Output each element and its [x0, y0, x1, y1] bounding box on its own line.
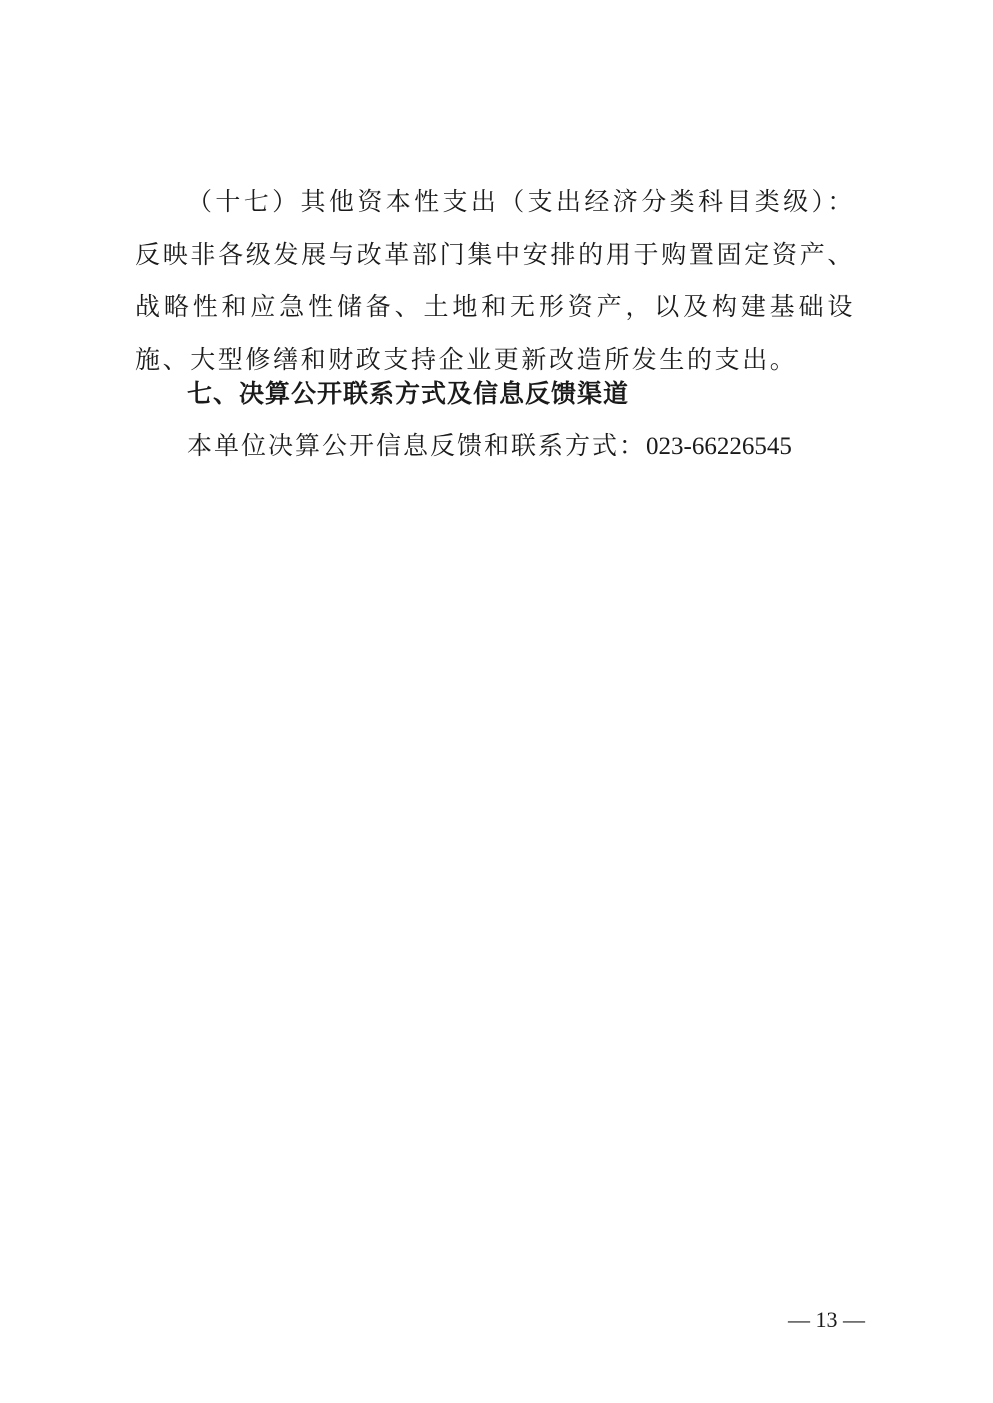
body-paragraph: （十七）其他资本性支出（支出经济分类科目类级）：反映非各级发展与改革部门集中安排的用于购置固定资产、战略性和应急性储备、土地和无形资产，以及构建基础设施、大型修缮和财政支持企业更新改造所发生的支出。 [135, 187, 855, 374]
contact-paragraph [187, 420, 792, 474]
section-heading: 七、决算公开联系方式及信息反馈渠道 [187, 379, 630, 408]
contact-label: 本单位决算公开信息反馈和联系方式： [187, 431, 647, 460]
contact-phone: 023-66226545 [646, 433, 792, 460]
page-number: — 13 — [788, 1307, 865, 1332]
